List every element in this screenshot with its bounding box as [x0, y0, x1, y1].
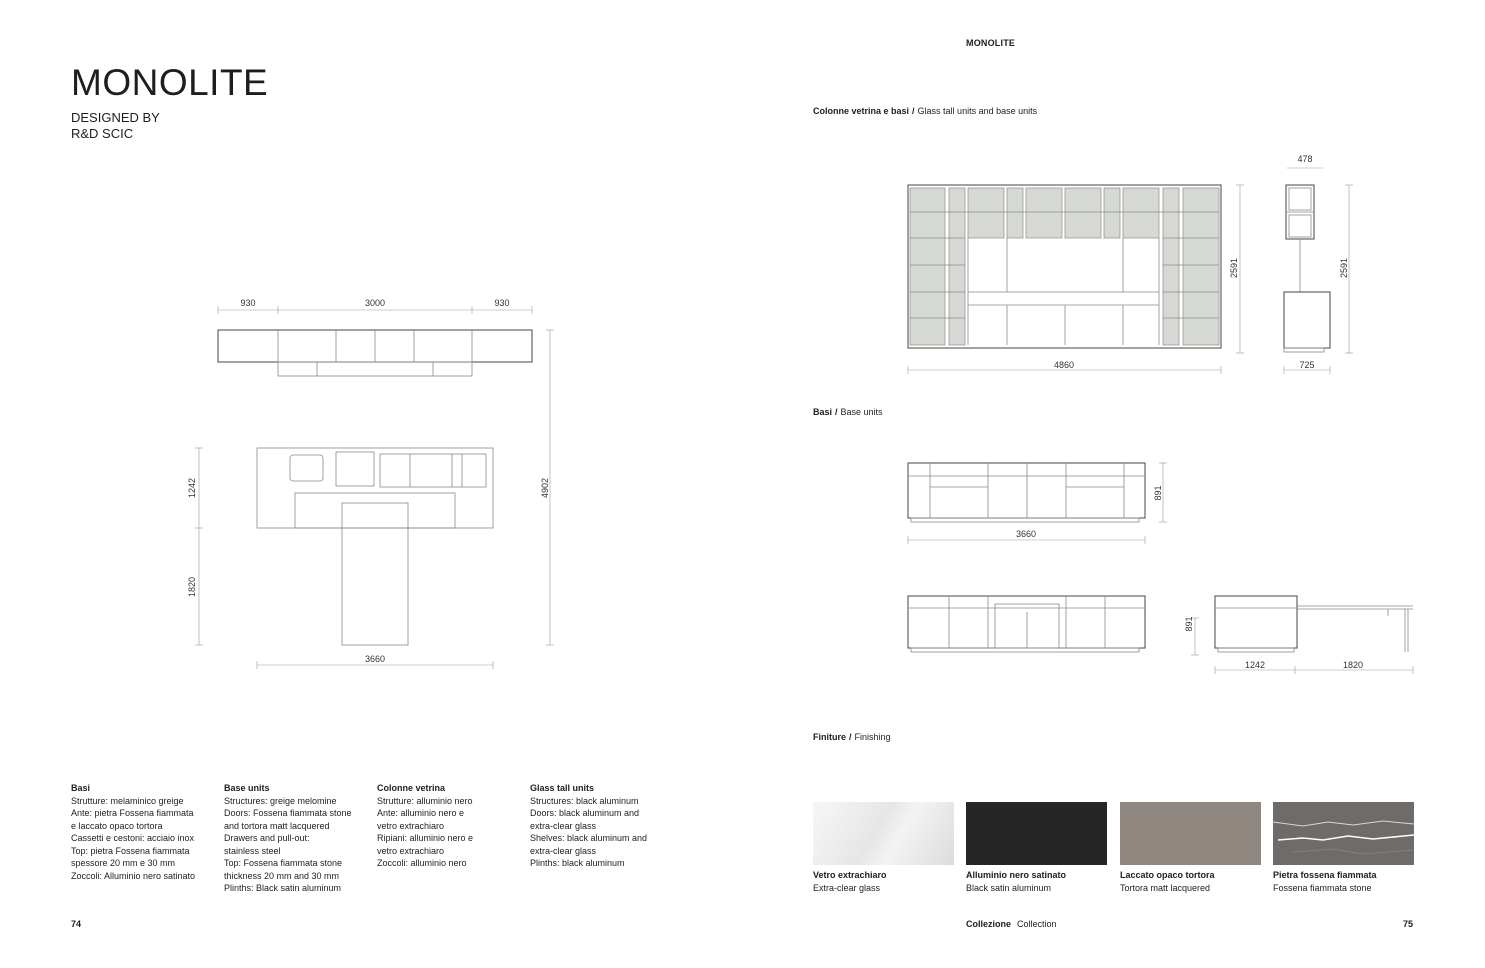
spec-glass-tall-units: [530, 782, 680, 870]
finish-name: Laccato opaco tortora: [1120, 870, 1215, 880]
swatch-extra-clear-glass: [813, 802, 954, 865]
spec-line: Zoccoli: Alluminio nero satinato: [71, 870, 196, 881]
spec-basi: [71, 782, 221, 882]
swatch-tortora-lacquer: [1120, 802, 1261, 865]
spec-line: Ante: pietra Fossena fiammata: [71, 808, 194, 818]
tall-units-elevation: [895, 150, 1365, 375]
spec-line: Doors: black aluminum and: [530, 808, 640, 818]
running-header: MONOLITE: [966, 38, 1016, 48]
dim-1820-island: 1820: [1342, 660, 1364, 670]
dim-2591: 2591: [1229, 257, 1239, 279]
designer-name: R&D SCIC: [71, 126, 134, 141]
finish-label: [813, 869, 963, 895]
spec-line: Shelves: black aluminum and: [530, 833, 648, 843]
spec-line: Structures: black aluminum: [530, 795, 639, 806]
spec-line: thickness 20 mm and 30 mm: [224, 870, 340, 881]
spec-line: spessore 20 mm e 30 mm: [71, 858, 176, 868]
dim-478: 478: [1297, 154, 1313, 164]
dim-1242-island: 1242: [1244, 660, 1266, 670]
spec-line: Ripiani: alluminio nero e: [377, 833, 474, 843]
dim-1242: 1242: [187, 477, 197, 499]
section-subtitle: Finishing: [854, 732, 891, 742]
dim-4902: 4902: [540, 477, 550, 499]
spec-line: Strutture: melaminico greige: [71, 795, 184, 806]
section-title: Finiture: [813, 732, 846, 742]
page-number-right: 75: [1403, 919, 1414, 929]
page-title: MONOLITE: [71, 62, 269, 103]
section-title: Basi: [813, 407, 833, 417]
section-subtitle: Base units: [840, 407, 883, 417]
dim-891-a: 891: [1153, 485, 1163, 501]
swatch-black-aluminum: [966, 802, 1107, 865]
dim-4860: 4860: [1053, 360, 1075, 370]
spec-line: Top: Fossena fiammata stone: [224, 858, 343, 868]
spec-line: extra-clear glass: [530, 845, 597, 856]
finish-name: Vetro extrachiaro: [813, 870, 887, 880]
spec-line: Top: pietra Fossena fiammata: [71, 845, 190, 856]
dim-2591-side: 2591: [1339, 257, 1349, 279]
spec-heading: Base units: [224, 783, 270, 793]
section-label-finish: Finiture / Finishing: [813, 732, 891, 742]
finish-sub: Extra-clear glass: [813, 883, 881, 893]
dim-3660: 3660: [364, 654, 386, 664]
dim-930-right: 930: [494, 298, 510, 308]
footer-bold: Collezione: [966, 919, 1012, 929]
finish-name: Alluminio nero satinato: [966, 870, 1067, 880]
finish-label: [1120, 869, 1270, 895]
spec-line: and tortora matt lacquered: [224, 820, 330, 831]
spec-line: Zoccoli: alluminio nero: [377, 858, 467, 868]
finish-label: [1273, 869, 1423, 895]
section-label-base: Basi / Base units: [813, 407, 883, 417]
section-subtitle: Glass tall units and base units: [917, 106, 1038, 116]
designer-credit: [71, 110, 160, 142]
spec-line: extra-clear glass: [530, 820, 597, 831]
dim-1820: 1820: [187, 576, 197, 598]
stone-vein-pattern: [1273, 802, 1414, 865]
dim-3660-base: 3660: [1015, 529, 1037, 539]
footer-text: Collection: [1017, 919, 1057, 929]
kitchen-floor-plan: [180, 290, 570, 675]
spec-colonne-vetrina: [377, 782, 527, 870]
spec-line: e laccato opaco tortora: [71, 820, 163, 831]
finish-label: [966, 869, 1116, 895]
swatch-fossena-stone: [1273, 802, 1414, 865]
spec-line: Plinths: Black satin aluminum: [224, 883, 342, 893]
dim-930-left: 930: [240, 298, 256, 308]
spec-line: vetro extrachiaro: [377, 820, 445, 831]
finish-sub: Tortora matt lacquered: [1120, 883, 1211, 893]
dim-3000: 3000: [364, 298, 386, 308]
dim-891-b: 891: [1184, 616, 1194, 632]
page-number-left: 74: [71, 919, 82, 929]
spec-heading: Glass tall units: [530, 783, 595, 793]
section-title: Colonne vetrina e basi: [813, 106, 910, 116]
spec-line: Structures: greige melomine: [224, 795, 337, 806]
designed-by-label: DESIGNED BY: [71, 110, 160, 125]
spec-base-units: [224, 782, 374, 895]
finish-sub: Fossena fiammata stone: [1273, 883, 1372, 893]
spec-line: stainless steel: [224, 845, 281, 856]
spec-line: Doors: Fossena fiammata stone: [224, 808, 352, 818]
spec-line: Strutture: alluminio nero: [377, 795, 473, 806]
spec-line: Cassetti e cestoni: acciaio inox: [71, 833, 195, 843]
finish-name: Pietra fossena fiammata: [1273, 870, 1377, 880]
footer-collection: [966, 919, 1057, 929]
spec-heading: Basi: [71, 783, 91, 793]
spec-line: Ante: alluminio nero e: [377, 808, 465, 818]
finish-sub: Black satin aluminum: [966, 883, 1052, 893]
spec-line: Plinths: black aluminum: [530, 858, 625, 868]
spec-line: vetro extrachiaro: [377, 845, 445, 856]
spec-heading: Colonne vetrina: [377, 783, 446, 793]
base-units-elevations: [895, 450, 1420, 678]
dim-725: 725: [1299, 360, 1315, 370]
spec-line: Drawers and pull-out:: [224, 833, 310, 843]
section-label-tall: Colonne vetrina e basi / Glass tall units and base units: [813, 106, 1038, 116]
